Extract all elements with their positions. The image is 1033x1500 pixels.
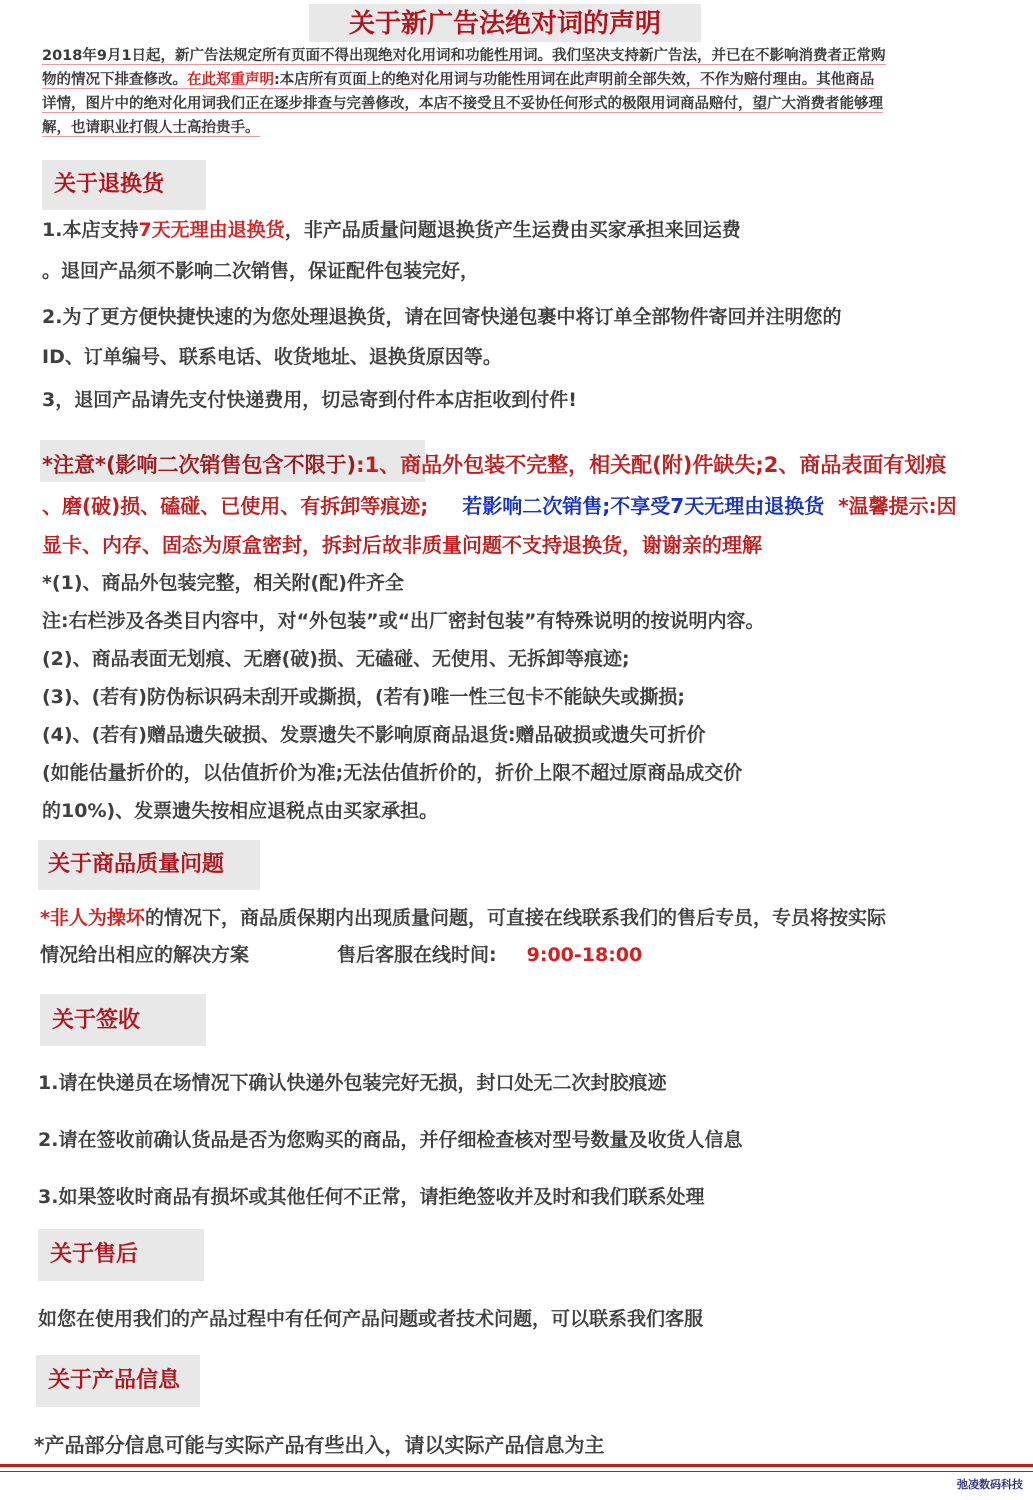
intro-line-3: 详情，图片中的绝对化用词我们正在逐步排查与完善修改，本店不接受且不妥协任何形式的极限用词商品赔付，望广大消费者能够理 (42, 96, 883, 112)
intro-statement (42, 44, 1014, 140)
notice-warm-tip: *温馨提示:因 (838, 494, 957, 518)
returns-7day-highlight: 7天无理由退换货 (138, 219, 285, 241)
returns-paragraph-2b: ID、订单编号、联系电话、收货地址、退换货原因等。 (42, 346, 502, 368)
notice-item: (3)、(若有)防伪标识码未刮开或撕损，(若有)唯一性三包卡不能缺失或撕损; (42, 686, 685, 708)
quality-line-1 (40, 903, 886, 930)
service-hours-value: 9:00-18:00 (526, 944, 643, 966)
intro-line-2a: 物的情况下排查修改。 (42, 72, 187, 88)
returns-p1-a: 1.本店支持 (42, 219, 139, 241)
quality-line-2 (40, 940, 642, 967)
returns-p1-c: ，非产品质量问题退换货产生运费由买家承担来回运费 (284, 219, 741, 241)
quality-solution-text: 情况给出相应的解决方案 (40, 944, 250, 966)
notice-line-2-blue: 若影响二次销售;不享受7天无理由退换货 (462, 494, 825, 518)
signing-item: 1.请在快递员在场情况下确认快递外包装完好无损，封口处无二次封胶痕迹 (38, 1072, 667, 1094)
returns-paragraph-2: 2.为了更方便快捷快速的为您处理退换货，请在回寄快递包裹中将订单全部物件寄回并注明您的 (42, 306, 842, 328)
section-heading-signing: 关于签收 (40, 994, 206, 1046)
notice-title: *注意*(影响二次销售包含不限于) (42, 453, 357, 477)
returns-paragraph-3: 3，退回产品请先支付快递费用，切忌寄到付件本店拒收到付件! (42, 389, 577, 411)
returns-paragraph-1 (42, 215, 741, 242)
notice-item: 注:右栏涉及各类目内容中，对“外包装”或“出厂密封包装”有特殊说明的按说明内容。 (42, 610, 765, 632)
notice-item: (2)、商品表面无划痕、无磨(破)损、无磕碰、无使用、无拆卸等痕迹; (42, 648, 630, 670)
intro-declaration: 在此郑重声明 (187, 72, 274, 88)
footer-rule-thin (0, 1471, 1033, 1472)
signing-item: 3.如果签收时商品有损坏或其他任何不正常，请拒绝签收并及时和我们联系处理 (38, 1186, 705, 1208)
quality-line-1-text: 的情况下，商品质保期内出现质量问题，可直接在线联系我们的售后专员，专员将按实际 (144, 907, 886, 929)
signing-item: 2.请在签收前确认货品是否为您购买的商品，并仔细检查核对型号数量及收货人信息 (38, 1129, 743, 1151)
product-info-text: *产品部分信息可能与实际产品有些出入，请以实际产品信息为主 (34, 1433, 605, 1457)
section-heading-returns: 关于退换货 (42, 160, 206, 210)
quality-highlight: *非人为操坏 (40, 907, 145, 929)
after-sales-text: 如您在使用我们的产品过程中有任何产品问题或者技术问题，可以联系我们客服 (38, 1308, 704, 1330)
notice-line-1-detail: :1、商品外包装不完整，相关配(附)件缺失;2、商品表面有划痕 (356, 453, 947, 477)
intro-line-1: 2018年9月1日起，新广告法规定所有页面不得出现绝对化用词和功能性用词。我们坚决支持新广告法，并已在不影响消费者正常购 (42, 48, 886, 64)
notice-line-2a: 、磨(破)损、磕碰、已使用、有拆卸等痕迹; (42, 494, 429, 518)
intro-line-2c: :本店所有页面上的绝对化用词与功能性用词在此声明前全部失效，不作为赔付理由。其他商品 (274, 72, 875, 88)
intro-line-4: 解，也请职业打假人士高抬贵手。 (42, 120, 260, 136)
section-heading-after-sales: 关于售后 (38, 1229, 204, 1281)
section-heading-quality: 关于商品质量问题 (38, 840, 260, 890)
returns-paragraph-1b: 。退回产品须不影响二次销售，保证配件包装完好， (42, 260, 480, 282)
page-title: 关于新广告法绝对词的声明 (309, 4, 701, 42)
section-heading-product-info: 关于产品信息 (36, 1355, 200, 1407)
notice-line-2 (42, 490, 957, 519)
footer-rule (0, 1464, 1033, 1467)
notice-line-1 (42, 449, 946, 479)
notice-line-3: 显卡、内存、固态为原盒密封，拆封后故非质量问题不支持退换货，谢谢亲的理解 (42, 533, 762, 557)
notice-item: 的10%)、发票遗失按相应退税点由买家承担。 (42, 800, 439, 822)
notice-item: *(1)、商品外包装完整，相关附(配)件齐全 (42, 572, 404, 594)
service-hours-label: 售后客服在线时间: (337, 944, 497, 966)
footer-brand: 弛凌数码科技 (957, 1478, 1023, 1491)
notice-item: (4)、(若有)赠品遗失破损、发票遗失不影响原商品退货:赠品破损或遗失可折价 (42, 724, 706, 746)
notice-item: (如能估量折价的，以估值折价为准;无法估值折价的，折价上限不超过原商品成交价 (42, 762, 743, 784)
